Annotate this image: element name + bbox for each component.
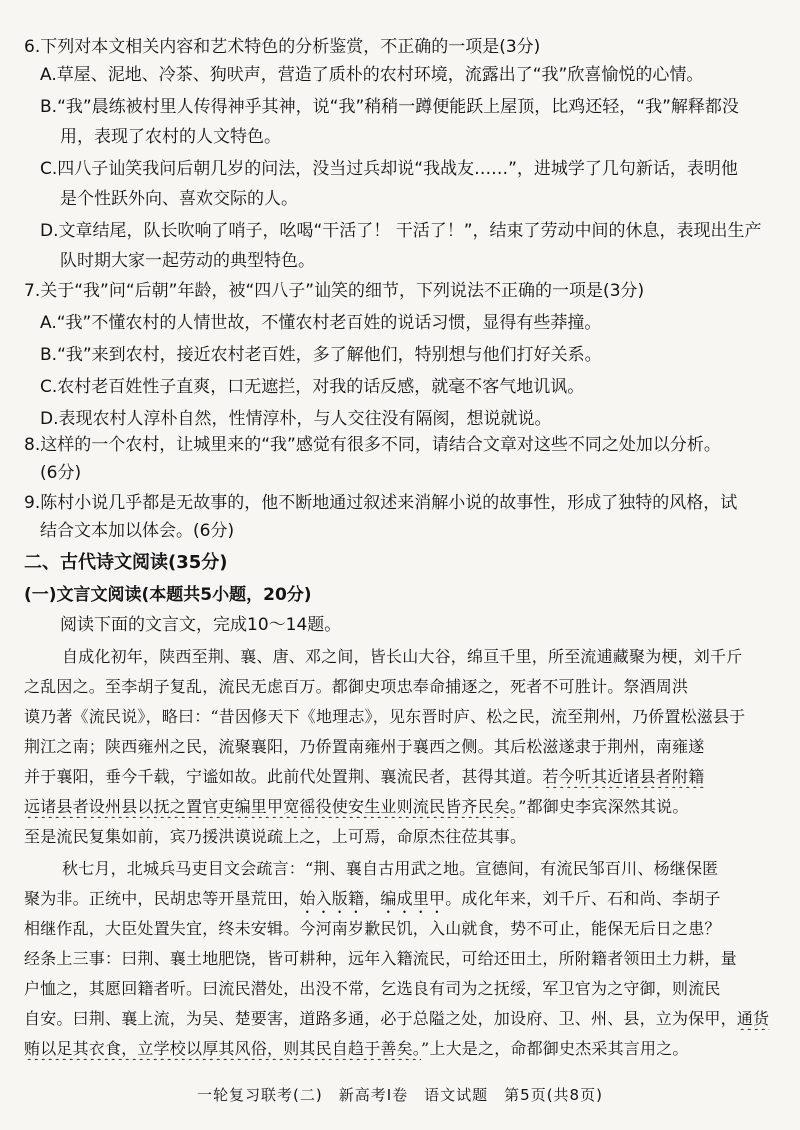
wavy-underline-segment-2: 远诸县者设州县以抚之置官吏编里甲宽徭役使安生业则流民皆齐民矣。: [24, 797, 519, 816]
q7-option-b: B.“我”来到农村，接近农村老百姓，多了解他们，特别想与他们打好关系。: [40, 345, 602, 365]
passage-line-13: [24, 1008, 800, 1030]
instruction: 阅读下面的文言文，完成10～14题。: [60, 615, 342, 635]
passage-line-14-text: ”上大是之，命都御史杰采其言用之。: [421, 1039, 689, 1058]
q6-option-b-line1: B.“我”晨练被村里人传得神乎其神，说“我”稍稍一蹲便能跃上屋顶，比鸡还轻，“我”解释都没: [40, 97, 739, 117]
wavy-underline-segment-1: 若今听其近诸县者附籍: [542, 767, 705, 786]
passage-line-9-text: 聚为非。正统中，民胡忠等开垦荒田，: [24, 889, 300, 908]
passage-line-12: 户恤之，其愿回籍者听。曰流民潜处，出没不常，乞选良有司为之抚绥，军卫官为之守御，则流民: [24, 979, 721, 998]
passage-line-9: [24, 888, 800, 917]
q8-line2: (6分): [40, 463, 82, 483]
q6-stem: 6.下列对本文相关内容和艺术特色的分析鉴赏，不正确的一项是(3分): [24, 37, 541, 57]
passage-line-10: 相继作乱，大臣处置失宜，终未安辑。今河南岁歉民饥，入山就食，势不可止，能保无后日之患？: [24, 919, 721, 938]
passage-line-9-end: 。成化年来，刘千斤、石和尚、李胡子: [445, 889, 721, 908]
q9-line1: 9.陈村小说几乎都是无故事的，他不断地通过叙述来消解小说的故事性，形成了独特的风格，试: [24, 493, 738, 513]
passage-line-11: 经条上三事：曰荆、襄土地肥饶，皆可耕种，远年入籍流民，可给还田土，所附籍者领田土力耕，量: [24, 949, 737, 968]
wavy-underline-segment-4: 贿以足其衣食，立学校以厚其风俗，则其民自趋于善矣。: [24, 1039, 422, 1058]
wavy-underline-segment-3: 通货: [736, 1009, 770, 1028]
passage-line-8: 秋七月，北城兵马吏目文会疏言：“荆、襄自古用武之地。宣德间，有流民邹百川、杨继保匿: [62, 859, 719, 878]
passage-line-5-text: 并于襄阳，垂今千载，宁谧如故。此前代处置荆、襄流民者，甚得其道。: [24, 767, 543, 786]
q7-stem: 7.关于“我”问“后朝”年龄，被“四八子”讪笑的细节，下列说法不正确的一项是(3分): [24, 281, 645, 301]
q6-option-c-line2: 是个性跃外向、喜欢交际的人。: [60, 189, 298, 209]
passage-line-1: 自成化初年，陕西至荆、襄、唐、邓之间，皆长山大谷，绵亘千里，所至流逋藏聚为梗，刘千斤: [62, 647, 743, 666]
q6-option-c-line1: C.四八子讪笑我问后朝几岁的问法，没当过兵却说“我战友……”，进城学了几句新话，表明他: [40, 159, 738, 179]
q7-option-d: D.表现农村人淳朴自然，性情淳朴，与人交往没有隔阂，想说就说。: [40, 409, 552, 429]
q6-option-d-line1: D.文章结尾，队长吹响了哨子，吆喝“干活了！ 干活了！”，结束了劳动中间的休息，表现出生产: [40, 221, 762, 241]
q6-option-a: A.草屋、泥地、冷茶、狗吠声，营造了质朴的农村环境，流露出了“我”欣喜愉悦的心情。: [40, 65, 704, 85]
q9-line2: 结合文本加以体会。(6分): [40, 521, 235, 541]
passage-line-14: [24, 1038, 800, 1060]
q6-option-d-line2: 队时期大家一起劳动的典型特色。: [60, 251, 315, 271]
passage-line-2: 之乱因之。至李胡子复乱，流民无虑百万。都御史项忠奉命捕逐之，死者不可胜计。祭酒周洪: [24, 677, 689, 696]
passage-line-5: [24, 766, 800, 788]
q7-option-c: C.农村老百姓性子直爽，口无遮拦，对我的话反感，就毫不客气地讥讽。: [40, 377, 585, 397]
passage-line-6-text: ”都御史李宾深然其说。: [518, 797, 689, 816]
passage-line-13-text: 自安。曰荆、襄上流，为吴、楚要害，道路多通，必于总隘之处，加设府、卫、州、县，立为保甲，: [24, 1009, 737, 1028]
dotted-emphasis-2: 编成里甲: [380, 889, 446, 908]
section-title: 二、古代诗文阅读(35分): [24, 552, 228, 573]
passage-line-9-comma: ，: [364, 889, 381, 908]
dotted-emphasis-1: 始入版籍: [299, 889, 365, 908]
q6-option-b-line2: 用，表现了农村的人文特色。: [60, 127, 281, 147]
passage-line-6: [24, 796, 800, 818]
q7-option-a: A.“我”不懂农村的人情世故，不懂农村老百姓的说话习惯，显得有些莽撞。: [40, 313, 602, 333]
passage-line-4: 荆江之南；陕西雍州之民，流聚襄阳，乃侨置南雍州于襄西之侧。其后松滋遂隶于荆州，南雍遂: [24, 737, 705, 756]
subsection-title: (一)文言文阅读(本题共5小题，20分): [24, 585, 312, 605]
page-footer: 一轮复习联考(二) 新高考Ⅰ卷 语文试题 第5页(共8页): [197, 1086, 603, 1104]
passage-line-7: 至是流民复集如前，宾乃援洪谟说疏上之，上可焉，命原杰往莅其事。: [24, 827, 527, 846]
passage-line-3: 谟乃著《流民说》，略曰：“昔因修天下《地理志》，见东晋时庐、松之民，流至荆州，乃侨置松滋县于: [24, 707, 746, 726]
q8-line1: 8.这样的一个农村，让城里来的“我”感觉有很多不同，请结合文章对这些不同之处加以分析。: [24, 435, 721, 455]
